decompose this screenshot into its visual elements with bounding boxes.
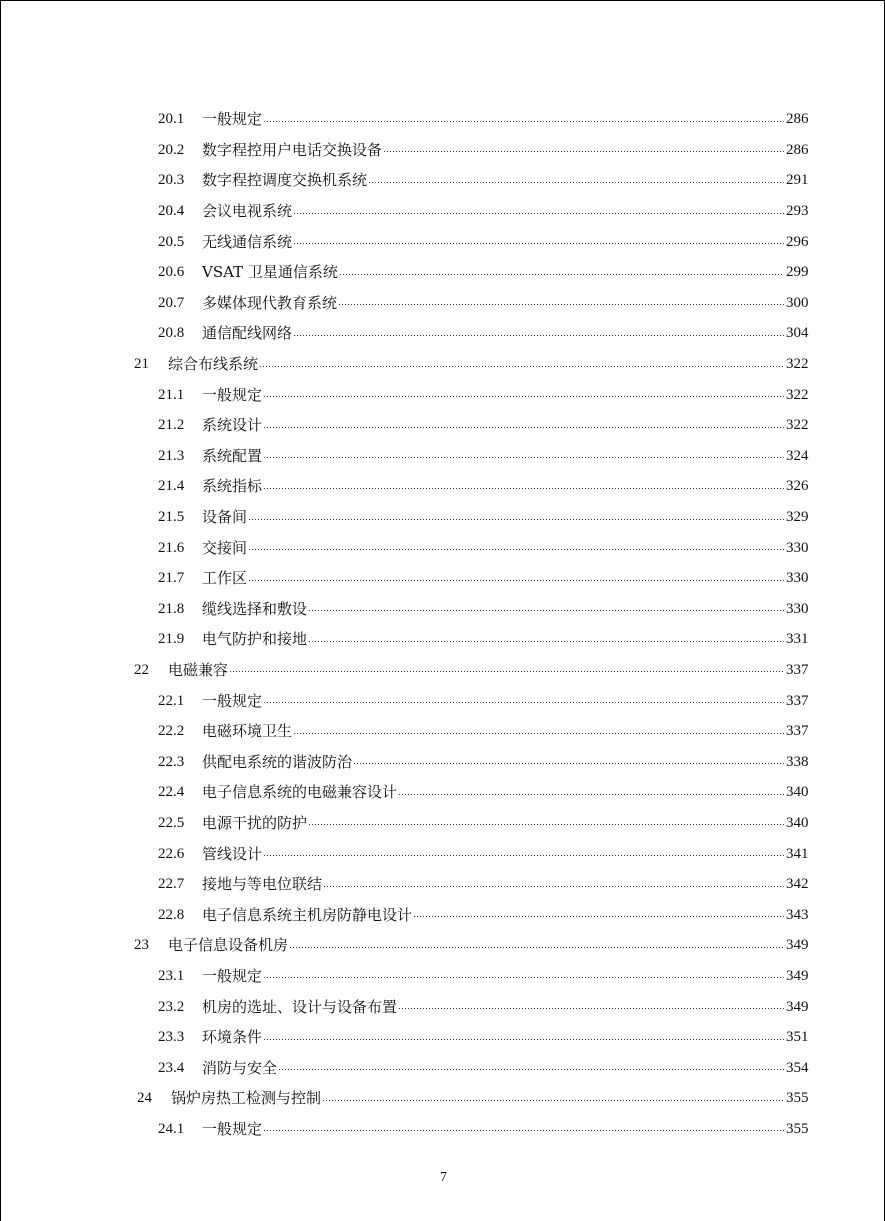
toc-entry-title: 机房的选址、设计与设备布置: [202, 997, 398, 1016]
toc-entry-number: 23: [134, 937, 149, 954]
toc-section-entry[interactable]: [1, 288, 885, 319]
toc-entry-title: 电子信息设备机房: [168, 936, 289, 955]
toc-entry-number: 22.6: [158, 845, 185, 862]
toc-entry-page: 293: [786, 203, 809, 220]
toc-entry-number: 22.4: [158, 784, 185, 801]
toc-dot-leader: [398, 794, 784, 795]
toc-entry-title: 多媒体现代教育系统: [202, 293, 338, 312]
toc-entry-number: 21.4: [158, 478, 185, 495]
toc-entry-page: 351: [786, 1029, 809, 1046]
toc-entry-page: 324: [786, 447, 809, 464]
toc-entry-number: 22.7: [158, 876, 185, 893]
toc-section-entry[interactable]: [1, 563, 885, 594]
toc-entry-page: 337: [786, 723, 809, 740]
toc-entry-title: 缆线选择和敷设: [202, 599, 308, 618]
toc-entry-title: 一般规定: [202, 385, 263, 404]
toc-entry-number: 24.1: [158, 1120, 185, 1137]
toc-dot-leader: [293, 243, 784, 244]
toc-entry-page: 355: [786, 1120, 809, 1137]
toc-entry-page: 337: [786, 692, 809, 709]
toc-chapter-entry[interactable]: [1, 349, 885, 380]
toc-dot-leader: [339, 274, 784, 275]
toc-dot-leader: [263, 427, 784, 428]
toc-entry-number: 21.1: [158, 386, 185, 403]
toc-entry-number: 22.3: [158, 753, 185, 770]
toc-entry-number: 20.7: [158, 294, 185, 311]
toc-entry-number: 21.6: [158, 539, 185, 556]
toc-section-entry[interactable]: [1, 1052, 885, 1083]
toc-entry-number: 21.5: [158, 509, 185, 526]
toc-section-entry[interactable]: [1, 410, 885, 441]
toc-section-entry[interactable]: [1, 777, 885, 808]
toc-entry-number: 22.1: [158, 692, 185, 709]
toc-entry-title: 交接间: [202, 538, 248, 557]
toc-section-entry[interactable]: [1, 746, 885, 777]
toc-dot-leader: [263, 488, 784, 489]
toc-entry-title: 一般规定: [202, 110, 263, 129]
toc-section-entry[interactable]: [1, 532, 885, 563]
toc-entry-title: 环境条件: [202, 1028, 263, 1047]
toc-section-entry[interactable]: [1, 961, 885, 992]
toc-section-entry[interactable]: [1, 869, 885, 900]
toc-chapter-entry[interactable]: [1, 930, 885, 961]
toc-chapter-entry[interactable]: [1, 1083, 885, 1114]
toc-entry-number: 23.2: [158, 998, 185, 1015]
toc-entry-number: 22.8: [158, 906, 185, 923]
toc-dot-leader: [248, 580, 784, 581]
toc-dot-leader: [322, 1100, 784, 1101]
toc-entry-title: 系统设计: [202, 416, 263, 435]
toc-entry-page: 343: [786, 906, 809, 923]
toc-entry-number: 20.4: [158, 203, 185, 220]
toc-dot-leader: [308, 610, 784, 611]
toc-entry-number: 21.3: [158, 447, 185, 464]
toc-entry-title: 数字程控用户电话交换设备: [202, 140, 383, 159]
toc-entry-page: 330: [786, 600, 809, 617]
toc-entry-page: 340: [786, 814, 809, 831]
toc-entry-page: 355: [786, 1090, 809, 1107]
toc-entry-number: 20.3: [158, 172, 185, 189]
toc-dot-leader: [308, 641, 784, 642]
toc-section-entry[interactable]: [1, 594, 885, 625]
toc-section-entry[interactable]: [1, 1022, 885, 1053]
toc-entry-number: 22.2: [158, 723, 185, 740]
toc-entry-number: 20.5: [158, 233, 185, 250]
toc-entry-number: 23.1: [158, 967, 185, 984]
toc-dot-leader: [293, 733, 784, 734]
toc-entry-page: 286: [786, 111, 809, 128]
toc-section-entry[interactable]: [1, 471, 885, 502]
toc-entry-number: 22: [134, 661, 149, 678]
toc-entry-page: 338: [786, 753, 809, 770]
toc-entry-title: 管线设计: [202, 844, 263, 863]
toc-entry-page: 330: [786, 539, 809, 556]
toc-entry-page: 354: [786, 1059, 809, 1076]
toc-section-entry[interactable]: [1, 899, 885, 930]
toc-entry-page: 296: [786, 233, 809, 250]
toc-entry-page: 349: [786, 998, 809, 1015]
toc-section-entry[interactable]: [1, 104, 885, 135]
toc-entry-number: 21.7: [158, 570, 185, 587]
toc-entry-page: 349: [786, 967, 809, 984]
toc-entry-number: 23.4: [158, 1059, 185, 1076]
toc-dot-leader: [278, 1069, 784, 1070]
toc-dot-leader: [263, 121, 784, 122]
toc-entry-number: 20.6: [158, 264, 185, 281]
toc-entry-title: 通信配线网络: [202, 324, 293, 343]
toc-dot-leader: [338, 304, 784, 305]
toc-section-entry[interactable]: [1, 226, 885, 257]
toc-entry-page: 286: [786, 141, 809, 158]
toc-entry-page: 322: [786, 386, 809, 403]
toc-entry-page: 300: [786, 294, 809, 311]
toc-entry-title: 电源干扰的防护: [202, 813, 308, 832]
toc-entry-page: 340: [786, 784, 809, 801]
toc-entry-number: 20.1: [158, 111, 185, 128]
toc-entry-number: 20.2: [158, 141, 185, 158]
toc-dot-leader: [293, 213, 784, 214]
toc-entry-number: 20.8: [158, 325, 185, 342]
toc-entry-number: 24: [137, 1090, 152, 1107]
toc-dot-leader: [263, 396, 784, 397]
toc-section-entry[interactable]: [1, 257, 885, 288]
toc-dot-leader: [413, 916, 784, 917]
toc-entry-title: 电子信息系统的电磁兼容设计: [202, 783, 398, 802]
toc-entry-page: 326: [786, 478, 809, 495]
toc-dot-leader: [229, 671, 784, 672]
toc-entry-title: 综合布线系统: [168, 355, 259, 374]
toc-entry-page: 342: [786, 876, 809, 893]
toc-dot-leader: [308, 824, 784, 825]
toc-entry-title: 供配电系统的谐波防治: [202, 752, 353, 771]
toc-section-entry[interactable]: [1, 441, 885, 472]
toc-entry-title: 电磁环境卫生: [202, 722, 293, 741]
toc-entry-number: 22.5: [158, 814, 185, 831]
toc-entry-number: 21.9: [158, 631, 185, 648]
toc-entry-page: 341: [786, 845, 809, 862]
toc-dot-leader: [383, 151, 784, 152]
toc-dot-leader: [263, 1039, 784, 1040]
toc-section-entry[interactable]: [1, 808, 885, 839]
toc-dot-leader: [248, 549, 784, 550]
toc-section-entry[interactable]: [1, 379, 885, 410]
toc-section-entry[interactable]: [1, 502, 885, 533]
table-of-contents: [1, 104, 885, 1144]
toc-entry-title: 数字程控调度交换机系统: [202, 171, 368, 190]
toc-entry-page: 322: [786, 417, 809, 434]
toc-section-entry[interactable]: [1, 991, 885, 1022]
toc-section-entry[interactable]: [1, 716, 885, 747]
toc-section-entry[interactable]: [1, 624, 885, 655]
toc-section-entry[interactable]: [1, 1114, 885, 1145]
toc-entry-page: 329: [786, 509, 809, 526]
toc-dot-leader: [259, 366, 784, 367]
toc-dot-leader: [289, 947, 784, 948]
toc-entry-page: 331: [786, 631, 809, 648]
toc-dot-leader: [263, 1130, 784, 1131]
page-number: 7: [440, 1170, 447, 1185]
toc-dot-leader: [368, 182, 784, 183]
toc-entry-title: 设备间: [202, 508, 248, 527]
toc-entry-page: 337: [786, 661, 809, 678]
toc-dot-leader: [263, 702, 784, 703]
toc-entry-title: 会议电视系统: [202, 202, 293, 221]
toc-entry-page: 299: [786, 264, 809, 281]
toc-entry-title: 锅炉房热工检测与控制: [171, 1089, 322, 1108]
toc-entry-page: 291: [786, 172, 809, 189]
toc-entry-number: 21.8: [158, 600, 185, 617]
toc-entry-page: 304: [786, 325, 809, 342]
toc-entry-title: VSAT 卫星通信系统: [202, 263, 338, 282]
toc-entry-number: 23.3: [158, 1029, 185, 1046]
toc-dot-leader: [248, 519, 784, 520]
toc-entry-title: 消防与安全: [202, 1058, 278, 1077]
toc-entry-title: 系统指标: [202, 477, 263, 496]
toc-entry-title: 一般规定: [202, 1119, 263, 1138]
toc-dot-leader: [263, 457, 784, 458]
toc-entry-title: 电子信息系统主机房防静电设计: [202, 905, 413, 924]
toc-entry-number: 21: [134, 356, 149, 373]
toc-dot-leader: [263, 855, 784, 856]
toc-section-entry[interactable]: [1, 135, 885, 166]
toc-entry-page: 349: [786, 937, 809, 954]
toc-section-entry[interactable]: [1, 838, 885, 869]
toc-chapter-entry[interactable]: [1, 655, 885, 686]
toc-section-entry[interactable]: [1, 318, 885, 349]
toc-dot-leader: [323, 886, 784, 887]
toc-section-entry[interactable]: [1, 685, 885, 716]
toc-entry-title: 工作区: [202, 569, 248, 588]
toc-dot-leader: [353, 763, 784, 764]
toc-entry-title: 无线通信系统: [202, 232, 293, 251]
toc-entry-page: 330: [786, 570, 809, 587]
toc-dot-leader: [293, 335, 784, 336]
toc-dot-leader: [398, 1008, 784, 1009]
toc-entry-number: 21.2: [158, 417, 185, 434]
toc-dot-leader: [263, 977, 784, 978]
toc-entry-title: 电磁兼容: [168, 660, 229, 679]
toc-entry-page: 322: [786, 356, 809, 373]
toc-section-entry[interactable]: [1, 196, 885, 227]
toc-entry-title: 接地与等电位联结: [202, 875, 323, 894]
toc-entry-title: 电气防护和接地: [202, 630, 308, 649]
toc-entry-title: 系统配置: [202, 446, 263, 465]
toc-entry-title: 一般规定: [202, 966, 263, 985]
toc-section-entry[interactable]: [1, 165, 885, 196]
toc-entry-title: 一般规定: [202, 691, 263, 710]
